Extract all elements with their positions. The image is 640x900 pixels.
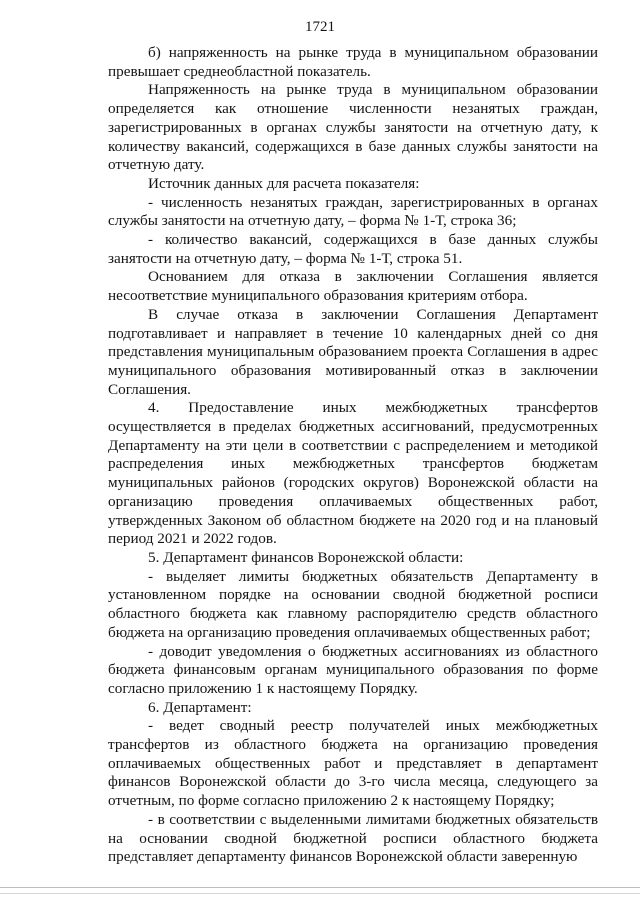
paragraph: В случае отказа в заключении Соглашения Департамент подготавливает и направляет в течение 10 календарных дней со дня представления муниципальным образованием проекта Соглашения в адрес муниципального образования мотивированный отказ в заключении Соглашения.	[108, 305, 598, 398]
list-item: - ведет сводный реестр получателей иных межбюджетных трансфертов из областного бюджета на организацию проведения оплачиваемых общественных работ и представляет в департамент финансов Воронежской области до 3-го числа месяца, следующего за отчетным, по форме согласно приложению 2 к настоящему Порядку;	[108, 717, 598, 810]
list-item: - численность незанятых граждан, зарегистрированных в органах службы занятости на отчетную дату, – форма № 1-Т, строка 36;	[108, 193, 598, 230]
paragraph: Источник данных для расчета показателя:	[148, 174, 420, 192]
list-item: - доводит уведомления о бюджетных ассигнованиях из областного бюджета финансовым органам муниципального образования по форме согласно приложению 1 к настоящему Порядку.	[108, 642, 598, 697]
paragraph: Основанием для отказа в заключении Соглашения является несоответствие муниципального образования критериям отбора.	[108, 268, 598, 305]
list-item: - в соответствии с выделенными лимитами бюджетных обязательств на основании сводной бюджетной росписи областного бюджета представляет департаменту финансов Воронежской области заверенную	[108, 810, 598, 866]
list-item: - количество вакансий, содержащихся в базе данных службы занятости на отчетную дату, – форма № 1-Т, строка 51.	[108, 231, 598, 267]
numbered-clause: 5. Департамент финансов Воронежской области:	[148, 548, 464, 566]
numbered-clause: 4. Предоставление иных межбюджетных трансфертов осуществляется в пределах бюджетных ассигнований, предусмотренных Департаменту на эти цели в соответствии с распределением и методикой распределения иных межбюджетных трансфертов бюджетам муниципальных районов (городских округов) Воронежской области на организацию проведения оплачиваемых общественных работ, утвержденных Законом об областном бюджете на 2020 год и на плановый период 2021 и 2022 годов.	[108, 399, 598, 548]
paragraph: б) напряженность на рынке труда в муниципальном образовании превышает среднеобластной показатель.	[108, 44, 598, 80]
paragraph: Напряженность на рынке труда в муниципальном образовании определяется как отношение численности незанятых граждан, зарегистрированных в органах службы занятости на отчетную дату, к количеству вакансий, содержащихся в базе данных службы занятости на отчетную дату.	[108, 81, 598, 174]
scan-edge-line	[0, 893, 640, 894]
document-body	[108, 44, 598, 867]
numbered-clause: 6. Департамент:	[148, 698, 252, 716]
page-number: 1721	[305, 19, 335, 35]
scan-edge-line	[0, 887, 640, 888]
list-item: - выделяет лимиты бюджетных обязательств Департаменту в установленном порядке на основании сводной бюджетной росписи областного бюджета как главному распорядителю средств областного бюджета на организацию проведения оплачиваемых общественных работ;	[108, 567, 598, 641]
